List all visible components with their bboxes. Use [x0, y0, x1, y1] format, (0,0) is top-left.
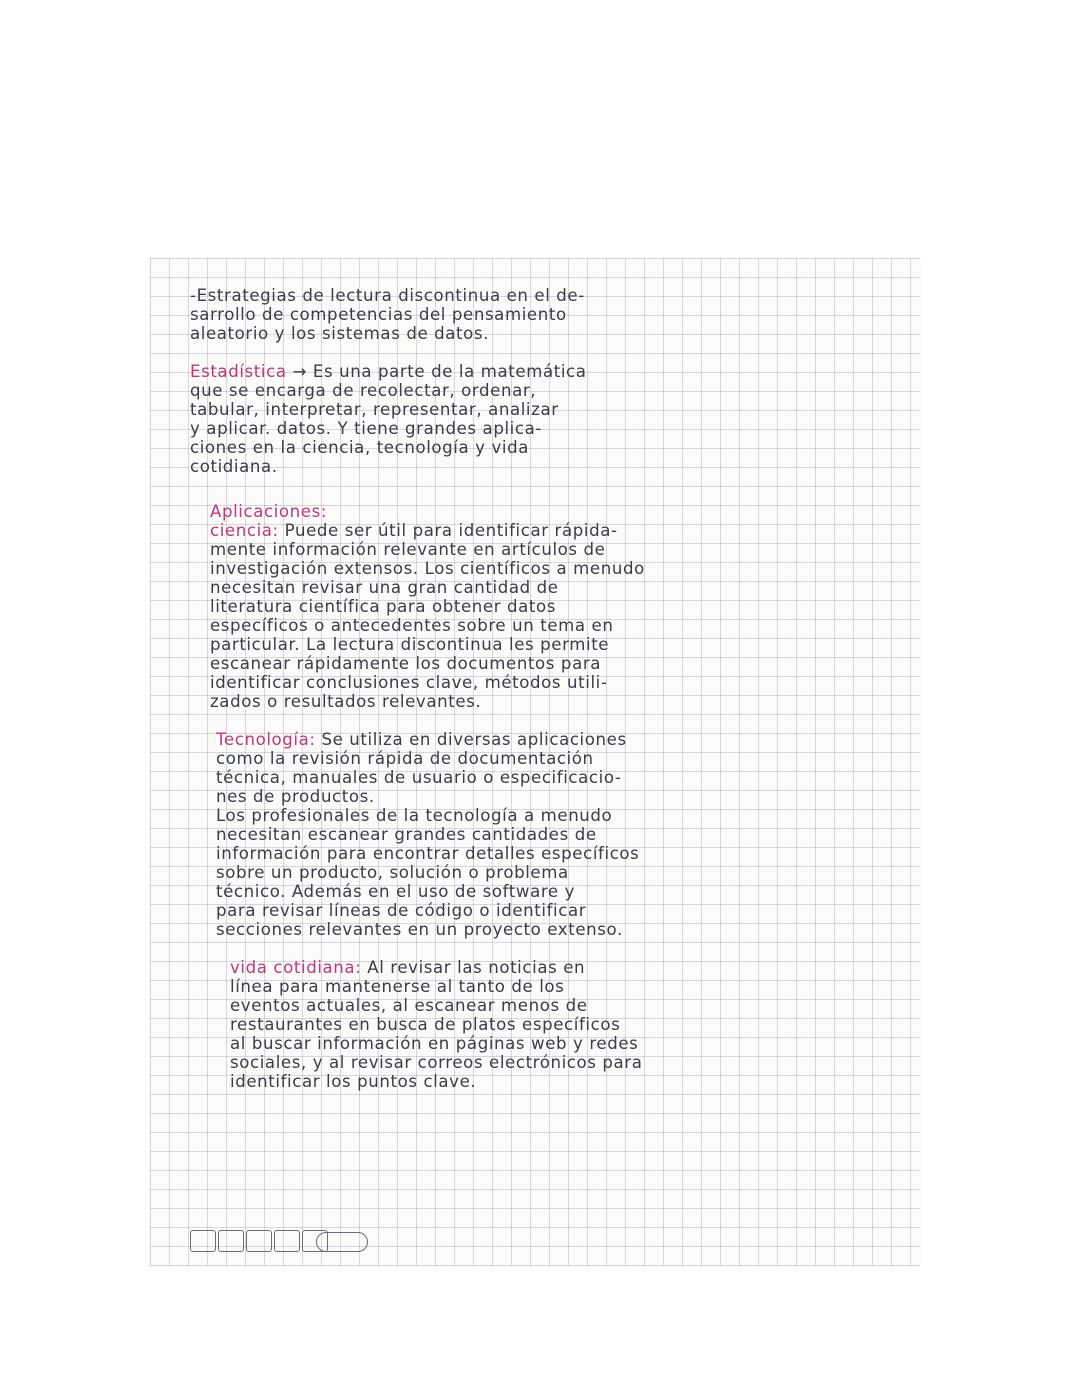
- definition-term: Estadística: [190, 362, 287, 381]
- title-line-2: sarrollo de competencias del pensamiento: [190, 305, 567, 324]
- ciencia-line-5: literatura científica para obtener datos: [210, 597, 557, 616]
- tecnologia-line-10: para revisar líneas de código o identificar: [216, 901, 587, 920]
- ciencia-line-6: específicos o antecedentes sobre un tema en: [210, 616, 614, 635]
- vida-line-7: identificar los puntos clave.: [230, 1072, 477, 1091]
- ciencia-line-8: escanear rápidamente los documentos para: [210, 654, 602, 673]
- arrow-icon: →: [292, 362, 307, 381]
- tecnologia-line-8: sobre un producto, solución o problema: [216, 863, 569, 882]
- ciencia-label: ciencia:: [210, 521, 279, 540]
- date-box: [274, 1230, 300, 1252]
- definition-line-6: cotidiana.: [190, 457, 278, 476]
- vida-line-2: línea para mantenerse al tanto de los: [230, 977, 565, 996]
- handwritten-notes: [190, 286, 902, 1091]
- date-box: [190, 1230, 216, 1252]
- vida-line-4: restaurantes en busca de platos específicos: [230, 1015, 621, 1034]
- footer-date-boxes: [190, 1230, 328, 1252]
- tecnologia-line-11: secciones relevantes en un proyecto extenso.: [216, 920, 623, 939]
- tecnologia-line-3: técnica, manuales de usuario o especificacio-: [216, 768, 622, 787]
- date-box: [218, 1230, 244, 1252]
- tecnologia-line-2: como la revisión rápida de documentación: [216, 749, 594, 768]
- notes-title: [190, 286, 902, 343]
- ciencia-line-2: mente información relevante en artículos de: [210, 540, 606, 559]
- definition-text-1: Es una parte de la matemática: [307, 362, 587, 381]
- vida-line-5: al buscar información en páginas web y redes: [230, 1034, 639, 1053]
- tecnologia-section: [216, 730, 902, 939]
- ciencia-line-3: investigación extensos. Los científicos a menudo: [210, 559, 645, 578]
- vida-line-1: [230, 958, 902, 977]
- ciencia-line-1: [210, 521, 902, 540]
- tecnologia-line-7: información para encontrar detalles específicos: [216, 844, 640, 863]
- title-line-3: aleatorio y los sistemas de datos.: [190, 324, 490, 343]
- vida-cotidiana-section: [230, 958, 902, 1091]
- ciencia-line-7: particular. La lectura discontinua les permite: [210, 635, 610, 654]
- vida-text-1: Al revisar las noticias en: [361, 958, 586, 977]
- tecnologia-line-5: Los profesionales de la tecnología a menudo: [216, 806, 613, 825]
- title-line-1: -Estrategias de lectura discontinua en el de-: [190, 286, 585, 305]
- date-box: [246, 1230, 272, 1252]
- definition-line-1: [190, 362, 902, 381]
- definition-section: [190, 362, 902, 476]
- tecnologia-line-9: técnico. Además en el uso de software y: [216, 882, 576, 901]
- tecnologia-label: Tecnología:: [216, 730, 316, 749]
- definition-line-4: y aplicar. datos. Y tiene grandes aplica-: [190, 419, 542, 438]
- definition-line-3: tabular, interpretar, representar, analizar: [190, 400, 559, 419]
- ciencia-line-10: zados o resultados relevantes.: [210, 692, 482, 711]
- vida-line-6: sociales, y al revisar correos electrónicos para: [230, 1053, 643, 1072]
- definition-line-2: que se encarga de recolectar, ordenar,: [190, 381, 537, 400]
- tecnologia-text-1: Se utiliza en diversas aplicaciones: [315, 730, 627, 749]
- footer-oval-shape: [316, 1232, 368, 1252]
- tecnologia-line-1: [216, 730, 902, 749]
- vida-label: vida cotidiana:: [230, 958, 362, 977]
- tecnologia-line-6: necesitan escanear grandes cantidades de: [216, 825, 597, 844]
- tecnologia-line-4: nes de productos.: [216, 787, 375, 806]
- notebook-page: [150, 258, 920, 1266]
- applications-heading: Aplicaciones:: [210, 502, 328, 521]
- ciencia-line-9: identificar conclusiones clave, métodos utili-: [210, 673, 608, 692]
- ciencia-line-4: necesitan revisar una gran cantidad de: [210, 578, 559, 597]
- ciencia-text-1: Puede ser útil para identificar rápida-: [278, 521, 618, 540]
- applications-section: [210, 502, 902, 711]
- vida-line-3: eventos actuales, al escanear menos de: [230, 996, 588, 1015]
- definition-line-5: ciones en la ciencia, tecnología y vida: [190, 438, 529, 457]
